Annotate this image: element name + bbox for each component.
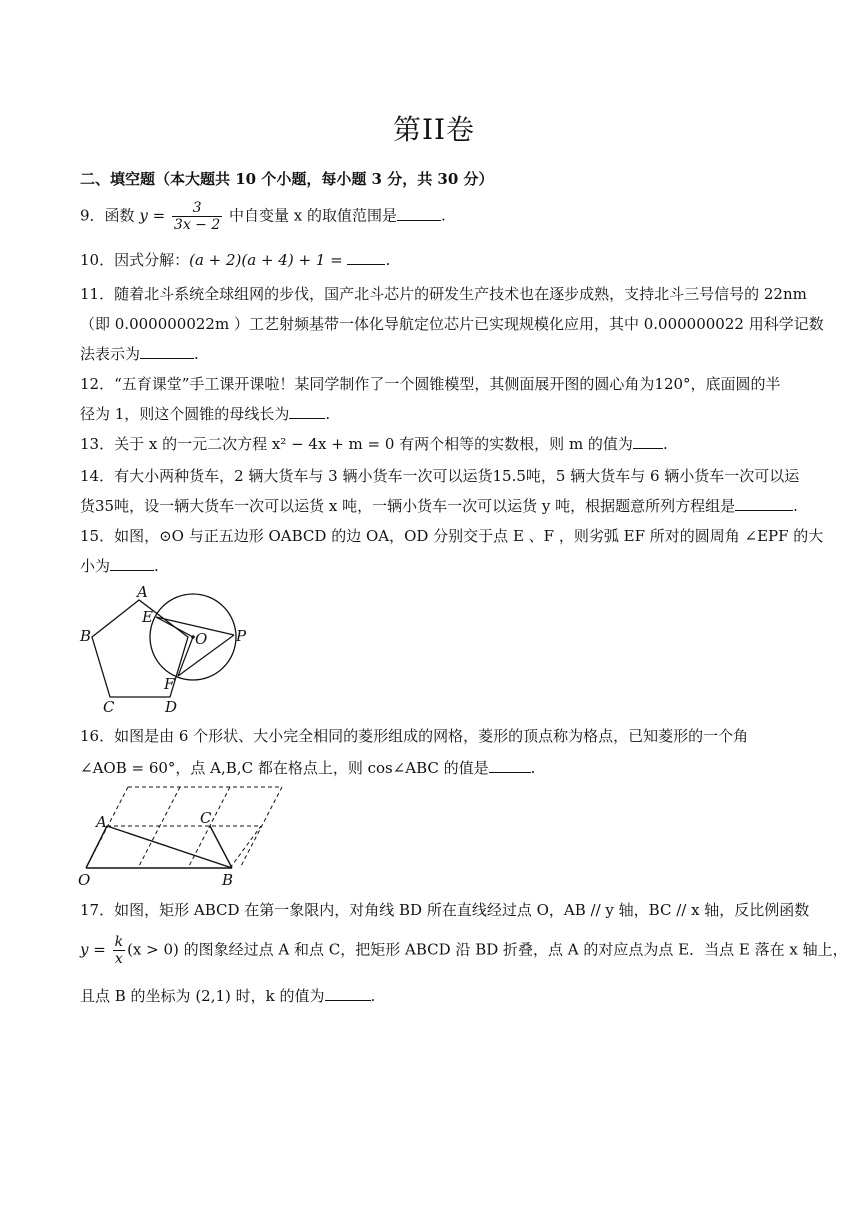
q12-text: 径为 1，则这个圆锥的母线长为 xyxy=(80,405,290,423)
q13-text: 13．关于 x 的一元二次方程 x² − 4x + m = 0 有两个相等的实数根，则 m 的值为 xyxy=(80,435,633,453)
q17-denominator: x xyxy=(114,951,123,967)
label-c: C xyxy=(200,809,212,827)
answer-blank[interactable] xyxy=(325,986,371,1001)
q10-end: . xyxy=(385,251,391,269)
label-o: O xyxy=(195,630,208,648)
q10-prefix: 10．因式分解： xyxy=(80,251,190,269)
section-header: 二、填空题（本大题共 10 个小题，每小题 3 分，共 30 分） xyxy=(80,170,494,188)
q16-text: ∠AOB = 60°，点 A,B,C 都在格点上，则 cos∠ABC 的值是 xyxy=(80,759,489,777)
q15-text: 小为 xyxy=(80,557,111,575)
label-e: E xyxy=(142,608,153,626)
q9-end: . xyxy=(441,206,446,225)
label-b: B xyxy=(222,871,234,889)
label-a: A xyxy=(96,813,107,831)
q9-y: y xyxy=(139,206,148,225)
question-17-line3 xyxy=(80,986,375,1006)
label-c: C xyxy=(103,698,115,716)
q17-y: y = xyxy=(80,940,111,959)
q12-end: . xyxy=(325,405,331,423)
question-11-line1: 11．随着北斗系统全球组网的步伐，国产北斗芯片的研发生产技术也在逐步成熟，支持北斗三号信号的 22nm xyxy=(80,285,807,303)
question-17-line2 xyxy=(80,934,848,967)
question-17-line1: 17．如图，矩形 ABCD 在第一象限内，对角线 BD 所在直线经过点 O，AB // y 轴，BC // x 轴，反比例函数 xyxy=(80,901,810,919)
dashed-grid xyxy=(86,787,282,868)
q10-expression: (a + 2)(a + 4) + 1 = xyxy=(189,251,348,269)
q9-numerator: 3 xyxy=(172,200,222,217)
label-a: A xyxy=(137,583,148,601)
q9-eq: = xyxy=(147,206,170,225)
q11-text: 法表示为 xyxy=(80,345,141,363)
q17-text: 且点 B 的坐标为 (2,1) 时，k 的值为 xyxy=(80,987,325,1005)
q13-end: . xyxy=(662,435,668,453)
q17-end: . xyxy=(370,987,376,1005)
q14-text: 货35吨，设一辆大货车一次可以运货 x 吨，一辆小货车一次可以运货 y 吨，根据题意所列方程组是 xyxy=(80,497,736,515)
label-o: O xyxy=(78,871,91,889)
q17-rest: (x > 0) 的图象经过点 A 和点 C，把矩形 ABCD 沿 BD 折叠，点 A 的对应点为点 E．当点 E 落在 x 轴上， xyxy=(127,940,848,959)
q16-end: . xyxy=(530,759,536,777)
question-12-line1: 12．“五育课堂”手工课开课啦！某同学制作了一个圆锥模型，其侧面展开图的圆心角为120°，底面圆的半 xyxy=(80,375,781,393)
question-11-line2: （即 0.000000022m ）工艺射频基带一体化导航定位芯片已实现规模化应用，其中 0.000000022 用科学记数 xyxy=(80,315,824,333)
question-16-line1: 16．如图是由 6 个形状、大小完全相同的菱形组成的网格，菱形的顶点称为格点，已知菱形的一个角 xyxy=(80,727,749,745)
question-14-line1: 14．有大小两种货车，2 辆大货车与 3 辆小货车一次可以运货15.5吨，5 辆大货车与 6 辆小货车一次可以运 xyxy=(80,467,800,485)
q17-fraction xyxy=(113,934,125,967)
label-d: D xyxy=(165,698,178,716)
label-b: B xyxy=(80,627,92,645)
q9-post: 中自变量 x 的取值范围是 xyxy=(224,206,398,225)
q9-prefix: 9．函数 xyxy=(80,206,140,225)
q17-numerator: k xyxy=(114,934,124,950)
q9-denominator: 3x − 2 xyxy=(173,217,221,233)
q11-end: . xyxy=(194,345,199,363)
segment-oa xyxy=(86,826,107,868)
label-p: P xyxy=(236,627,247,645)
q15-end: . xyxy=(154,557,159,575)
page-title: 第II卷 xyxy=(392,113,476,146)
q14-end: . xyxy=(793,497,798,515)
question-15-line1: 15．如图，⊙O 与正五边形 OABCD 的边 OA，OD 分别交于点 E 、F ，则劣弧 EF 所对的圆周角 ∠EPF 的大 xyxy=(80,527,824,545)
label-f: F xyxy=(164,675,175,693)
